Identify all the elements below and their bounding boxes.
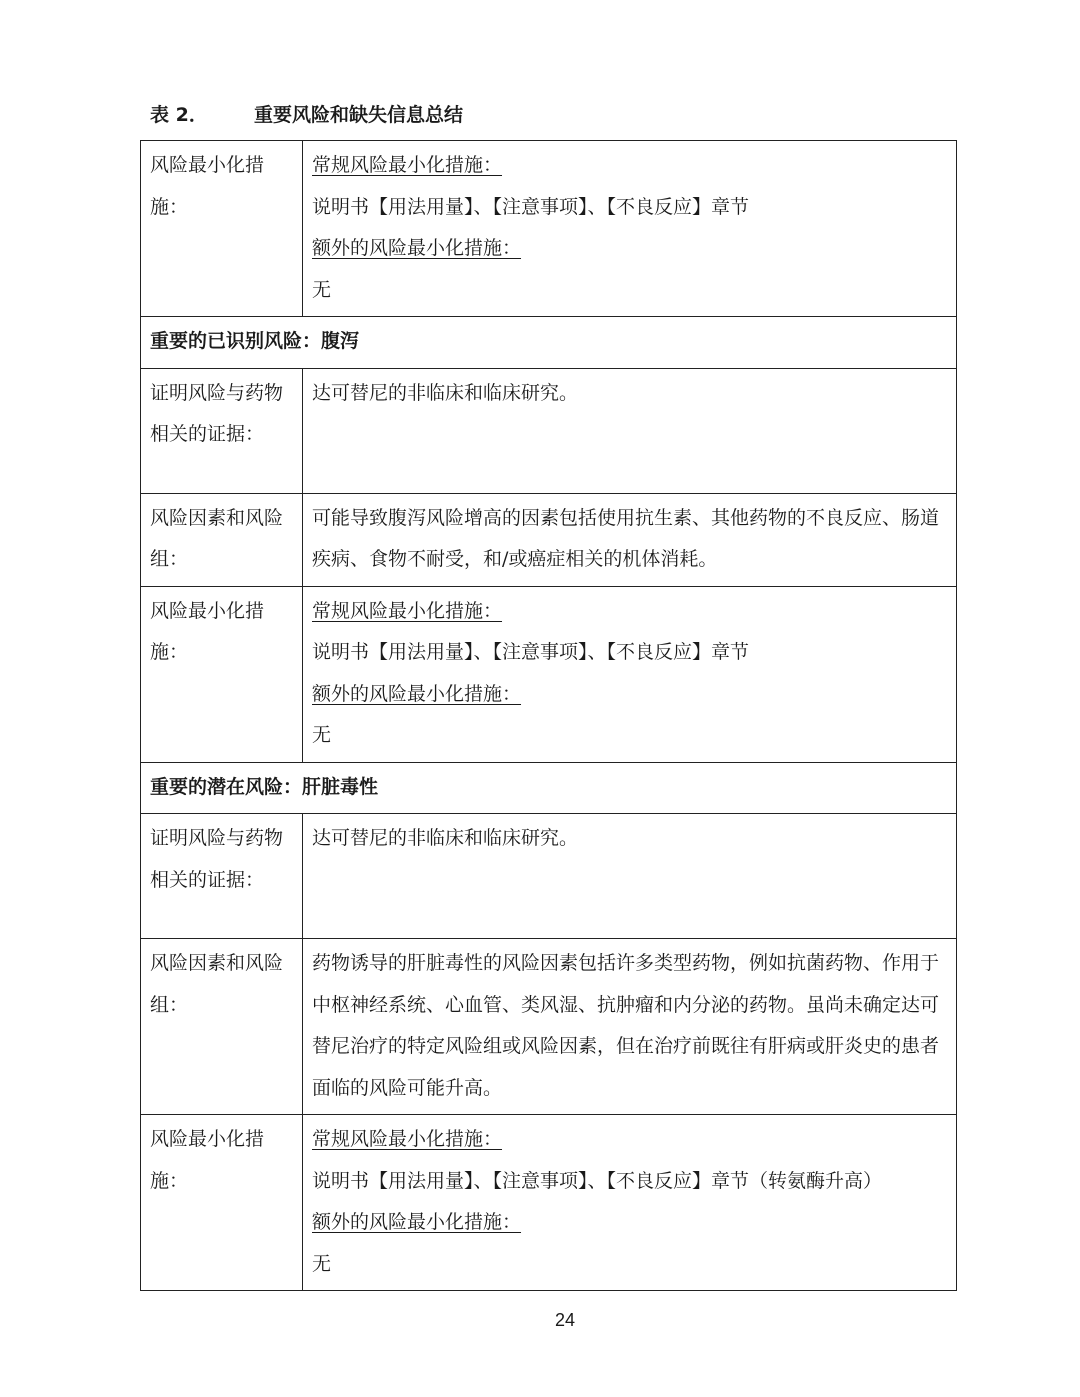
- row-label: 证明风险与药物相关的证据：: [141, 814, 303, 939]
- routine-measures-text: 说明书【用法用量】、【注意事项】、【不良反应】章节: [312, 641, 750, 663]
- additional-measures-heading: 额外的风险最小化措施：: [312, 1211, 522, 1233]
- row-content: [303, 1115, 957, 1291]
- row-label: 证明风险与药物相关的证据：: [141, 368, 303, 493]
- section-row: [141, 762, 957, 814]
- table-caption-label: 表 2．: [150, 104, 208, 126]
- additional-measures-heading: 额外的风险最小化措施：: [312, 237, 522, 259]
- table-row: [141, 141, 957, 317]
- row-content: 可能导致腹泻风险增高的因素包括使用抗生素、其他药物的不良反应、肠道疾病、食物不耐受，和/或癌症相关的机体消耗。: [303, 493, 957, 586]
- table-caption-title: 重要风险和缺失信息总结: [254, 104, 464, 126]
- additional-measures-text: 无: [312, 724, 332, 746]
- section-heading-diarrhea: 重要的已识别风险：腹泻: [141, 317, 957, 369]
- row-content: 达可替尼的非临床和临床研究。: [303, 368, 957, 493]
- table-row: [141, 814, 957, 939]
- row-label: 风险最小化措施：: [141, 586, 303, 762]
- table-row: [141, 1115, 957, 1291]
- table-row: [141, 939, 957, 1115]
- row-content: [303, 586, 957, 762]
- table-row: [141, 493, 957, 586]
- row-label: 风险最小化措施：: [141, 141, 303, 317]
- section-row: [141, 317, 957, 369]
- page-number: 24: [554, 1310, 576, 1330]
- additional-measures-heading: 额外的风险最小化措施：: [312, 682, 522, 705]
- routine-measures-heading: 常规风险最小化措施：: [312, 599, 503, 622]
- risk-summary-table: [140, 140, 957, 1291]
- section-heading-liver: 重要的潜在风险：肝脏毒性: [141, 762, 957, 814]
- routine-measures-heading: 常规风险最小化措施：: [312, 154, 503, 176]
- row-content: 药物诱导的肝脏毒性的风险因素包括许多类型药物，例如抗菌药物、作用于中枢神经系统、心血管、类风湿、抗肿瘤和内分泌的药物。虽尚未确定达可替尼治疗的特定风险组或风险因素，但在治疗前既往有肝病或肝炎史的患者面临的风险可能升高。: [303, 939, 957, 1115]
- additional-measures-text: 无: [312, 1252, 332, 1275]
- table-row: [141, 368, 957, 493]
- routine-measures-heading: 常规风险最小化措施：: [312, 1128, 503, 1150]
- row-label: 风险最小化措施：: [141, 1115, 303, 1291]
- table-caption: [150, 100, 463, 127]
- routine-measures-text: 说明书【用法用量】、【注意事项】、【不良反应】章节（转氨酶升高）: [312, 1169, 883, 1192]
- row-content: 达可替尼的非临床和临床研究。: [303, 814, 957, 939]
- table-row: [141, 586, 957, 762]
- row-label: 风险因素和风险组：: [141, 939, 303, 1115]
- routine-measures-text: 说明书【用法用量】、【注意事项】、【不良反应】章节: [312, 195, 750, 218]
- row-content: [303, 141, 957, 317]
- additional-measures-text: 无: [312, 278, 332, 301]
- row-label: 风险因素和风险组：: [141, 493, 303, 586]
